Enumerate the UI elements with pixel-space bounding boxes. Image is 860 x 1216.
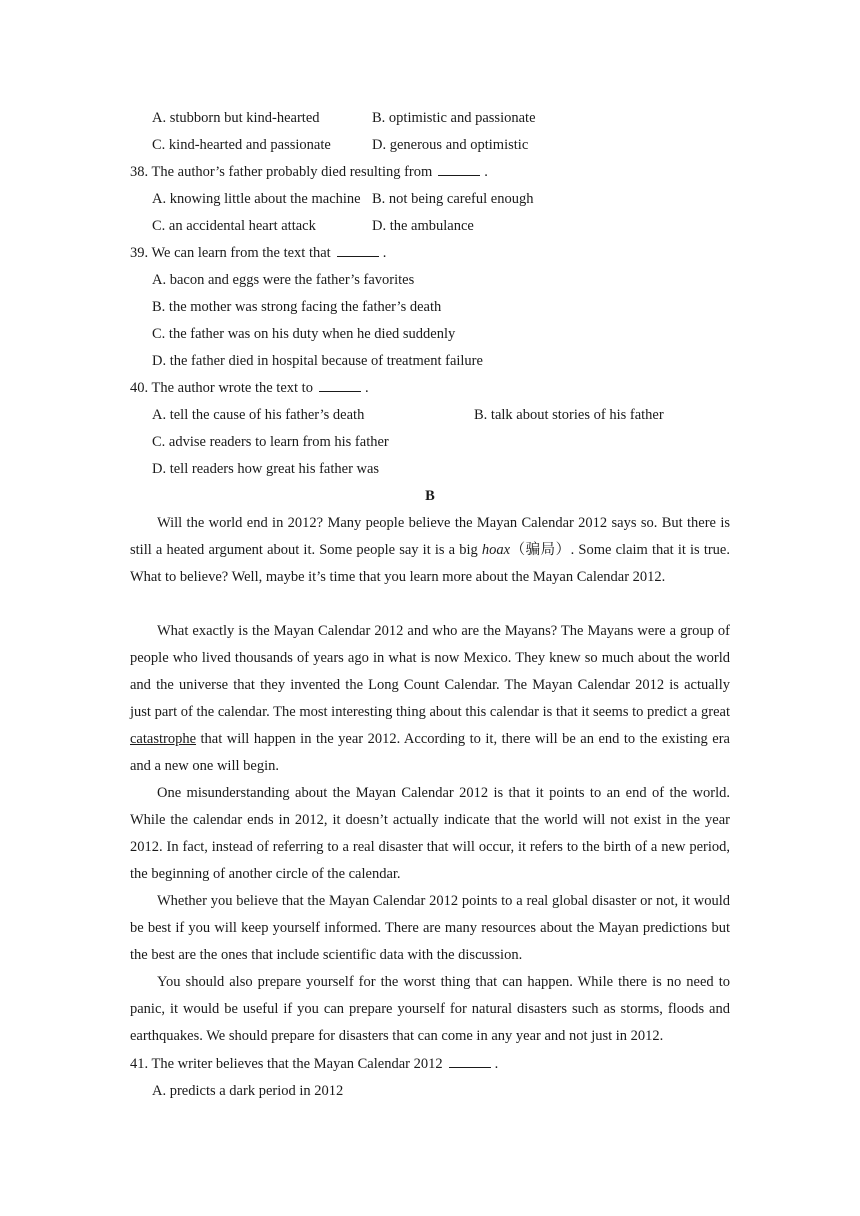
q40-option-c: C. advise readers to learn from his father <box>152 434 389 450</box>
underlined-word: catastrophe <box>130 731 197 747</box>
q37-option-a: A. stubborn but kind-hearted <box>152 110 320 126</box>
q40-option-b: B. talk about stories of his father <box>474 407 664 423</box>
p1-text-a: Will the world end in 2012? Many people believe the Mayan Calendar 2012 says so. But there is still a heated argument about it. Some people say it is a big <box>130 515 730 558</box>
q40-question <box>130 379 369 397</box>
q39-option-c: C. the father was on his duty when he died suddenly <box>152 326 456 342</box>
p1-text-b: . Some claim that it is true. What to believe? Well, maybe it’s time that you learn more about the Mayan Calendar 2012. <box>130 542 730 585</box>
answer-blank <box>449 1055 491 1068</box>
q40-option-a: A. tell the cause of his father’s death <box>152 407 365 423</box>
q37-option-b: B. optimistic and passionate <box>372 110 536 126</box>
q39-stem: 39. We can learn from the text that <box>130 245 331 261</box>
q38-end: . <box>484 164 488 180</box>
q37-option-d: D. generous and optimistic <box>372 137 529 153</box>
q39-option-d: D. the father died in hospital because of treatment failure <box>152 353 483 369</box>
q38-option-a: A. knowing little about the machine <box>152 191 361 207</box>
q41-end: . <box>494 1056 499 1072</box>
q40-stem: 40. The author wrote the text to <box>130 380 313 396</box>
answer-blank <box>438 163 480 176</box>
q41-question <box>130 1055 498 1073</box>
passage-paragraph-2 <box>130 618 730 780</box>
passage-paragraph-3: One misunderstanding about the Mayan Calendar 2012 is that it points to an end of the world. While the calendar ends in 2012, it doesn’t actually indicate that the world will not exist in the year 2012. In fact, instead of referring to a real disaster that will occur, it refers to the birth of a new period, the beginning of another circle of the calendar. <box>130 785 730 882</box>
passage-paragraph-4: Whether you believe that the Mayan Calendar 2012 points to a real global disaster or not, it would be best if you will keep yourself informed. There are many resources about the Mayan predictions but the best are the ones that include scientific data with the discussion. <box>130 893 730 963</box>
q38-option-d: D. the ambulance <box>372 218 474 234</box>
q39-end: . <box>382 245 387 261</box>
answer-blank <box>337 244 379 257</box>
passage-paragraph-5: You should also prepare yourself for the worst thing that can happen. While there is no need to panic, it would be useful if you can prepare yourself for natural disasters such as storms, floods and earthquakes. We should prepare for disasters that can come in any year and not just in 2012. <box>130 974 730 1044</box>
q39-option-b: B. the mother was strong facing the father’s death <box>152 299 442 315</box>
answer-blank <box>319 379 361 392</box>
q38-option-c: C. an accidental heart attack <box>152 218 316 234</box>
q39-option-a: A. bacon and eggs were the father’s favorites <box>152 272 415 288</box>
q41-stem: 41. The writer believes that the Mayan Calendar 2012 <box>130 1056 443 1072</box>
q40-option-d: D. tell readers how great his father was <box>152 461 380 477</box>
q38-question <box>130 163 488 181</box>
q41-option-a: A. predicts a dark period in 2012 <box>152 1083 344 1099</box>
passage-paragraph-1 <box>130 510 730 591</box>
section-heading: B <box>425 488 435 504</box>
hoax-word: hoax <box>481 542 511 558</box>
hoax-gloss: （骗局） <box>510 542 571 558</box>
q39-question <box>130 244 386 262</box>
q37-option-c: C. kind-hearted and passionate <box>152 137 331 153</box>
q38-stem: 38. The author’s father probably died resulting from <box>130 164 433 180</box>
p2-text-b: that will happen in the year 2012. According to it, there will be an end to the existing era and a new one will begin. <box>130 731 730 774</box>
p2-text-a: What exactly is the Mayan Calendar 2012 and who are the Mayans? The Mayans were a group of people who lived thousands of years ago in what is now Mexico. They knew so much about the world and the universe that they invented the Long Count Calendar. The Mayan Calendar 2012 is actually just part of the calendar. The most interesting thing about this calendar is that it seems to predict a great <box>130 623 730 720</box>
q40-end: . <box>364 380 369 396</box>
q38-option-b: B. not being careful enough <box>372 191 534 207</box>
